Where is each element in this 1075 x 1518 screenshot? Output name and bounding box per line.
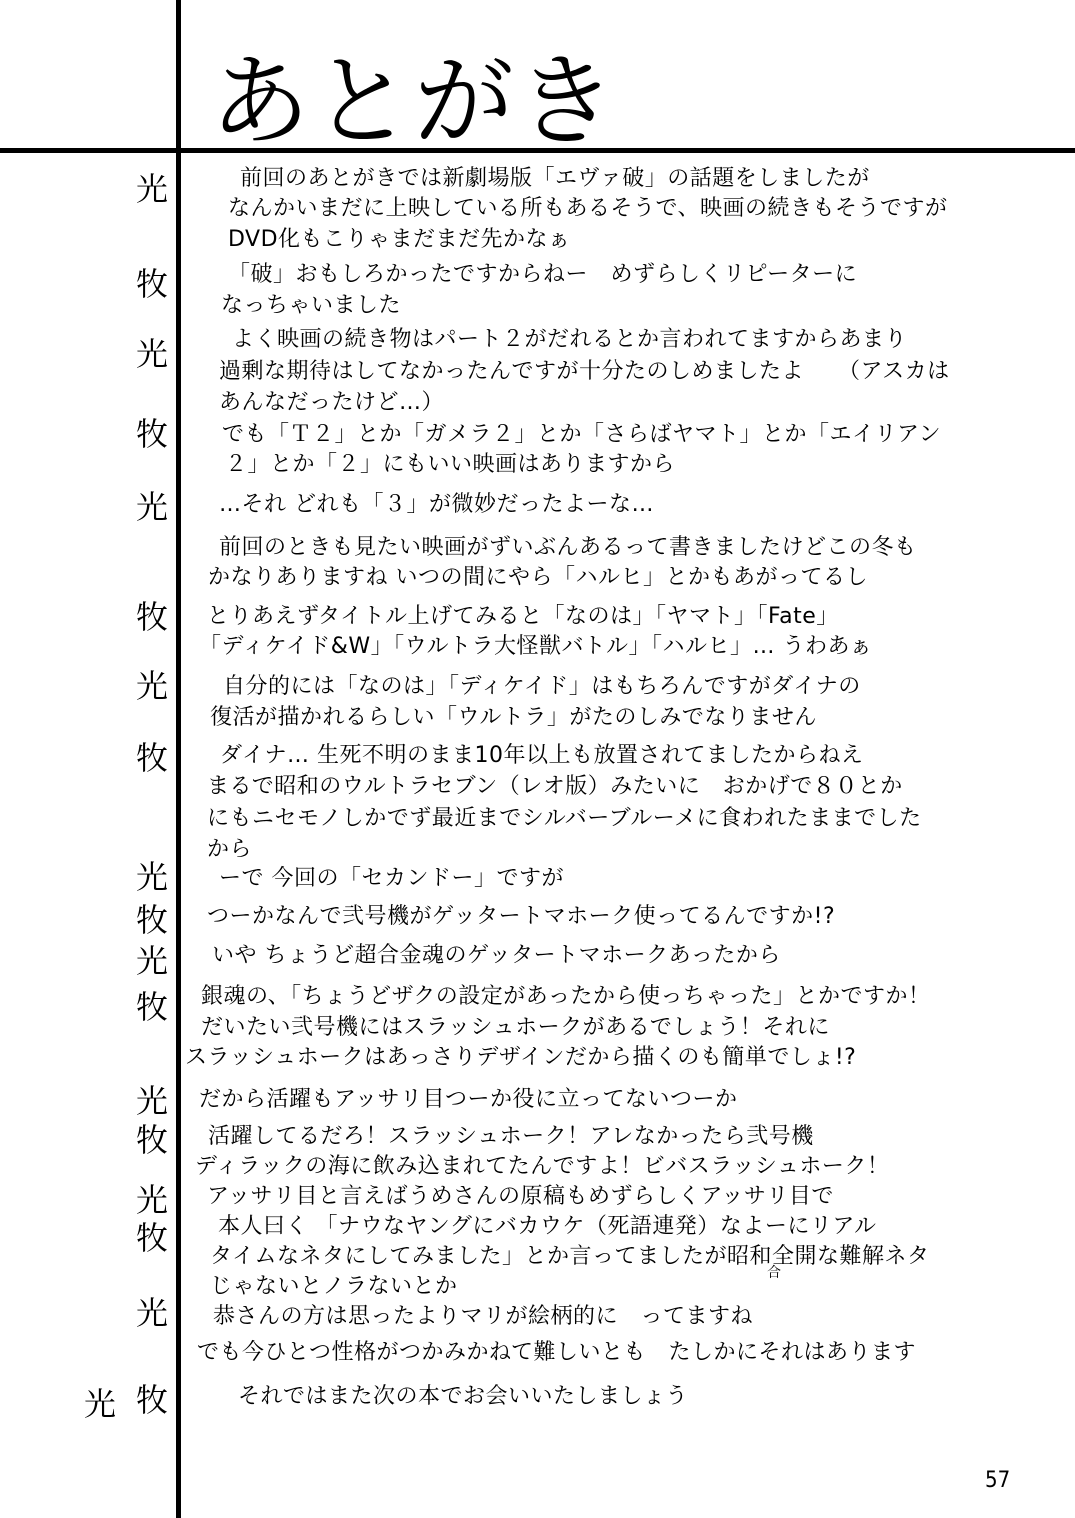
speaker-label: 光	[136, 942, 169, 980]
dialogue-line: かなりありますね いつの間にやら「ハルヒ」とかもあがってるし	[208, 565, 868, 590]
dialogue-line: 銀魂の、「ちょうどザクの設定があったから使っちゃった」とかですか！	[201, 984, 931, 1009]
dialogue-line: じゃないとノラないとか	[210, 1274, 458, 1299]
page-number: 57	[985, 1468, 1011, 1493]
dialogue-line: 前回のときも見たい映画がずいぶんあるって書きましたけどこの冬も	[219, 535, 917, 560]
dialogue-line: から	[207, 837, 253, 862]
dialogue-line: …それ どれも「３」が微妙だったよーな…	[219, 492, 654, 517]
dialogue-line: ディラックの海に飲み込まれてたんですよ！ビバスラッシュホーク！	[195, 1154, 890, 1179]
speaker-label: 牧	[136, 1381, 169, 1419]
speaker-label: 光	[136, 1082, 169, 1120]
speaker-label: 光	[136, 170, 169, 208]
dialogue-line: あんなだったけど…）	[219, 390, 445, 415]
dialogue-line: つーかなんで弐号機がゲッタートマホーク使ってるんですか!?	[207, 904, 836, 929]
speaker-label: 牧	[136, 1121, 169, 1159]
dialogue-line: いや ちょうど超合金魂のゲッタートマホークあったから	[212, 943, 781, 968]
handwritten-note: 合	[767, 1265, 781, 1281]
dialogue-line: とりあえずタイトル上げてみると「なのは」「ヤマト」「Fate」	[207, 604, 839, 629]
dialogue-line: でも今ひとつ性格がつかみかねて難しいとも たしかにそれはあります	[197, 1340, 917, 1365]
dialogue-line: DVD化もこりゃまだまだ先かなぁ	[228, 227, 571, 252]
dialogue-line: 恭さんの方は思ったよりマリが絵柄的に ってますね	[213, 1304, 754, 1329]
vertical-rule	[176, 0, 181, 1518]
dialogue-line: 本人曰く 「ナウなヤングにバカウケ（死語連発）なよーにリアル	[218, 1214, 877, 1239]
speaker-label: 光	[136, 335, 169, 373]
dialogue-line: 「破」おもしろかったですからねー めずらしくリピーターに	[228, 262, 858, 287]
dialogue-line: 自分的には「なのは」「ディケイド」はもちろんですがダイナの	[223, 674, 861, 699]
dialogue-line: だから活躍もアッサリ目つーか役に立ってないつーか	[199, 1087, 738, 1112]
dialogue-line: にもニセモノしかでず最近までシルバーブルーメに食われたままでした	[207, 806, 922, 831]
dialogue-line: 「ディケイド&W」「ウルトラ大怪獣バトル」「ハルヒ」… うわあぁ	[199, 634, 873, 659]
speaker-label: 光	[136, 667, 169, 705]
speaker-label: 牧	[136, 1219, 169, 1257]
speaker-label: 牧	[136, 415, 169, 453]
dialogue-line: でも「Ｔ２」とか「ガメラ２」とか「さらばヤマト」とか「エイリアン	[222, 422, 942, 447]
dialogue-line: スラッシュホークはあっさりデザインだから描くのも簡単でしょ!?	[185, 1045, 857, 1070]
speaker-label: 牧	[136, 901, 169, 939]
dialogue-line: アッサリ目と言えばうめさんの原稿もめずらしくアッサリ目で	[207, 1184, 834, 1209]
dialogue-line: 活躍してるだろ！スラッシュホーク！アレなかったら弐号機	[208, 1124, 814, 1149]
page-title: あとがき	[210, 43, 618, 160]
speaker-label: 牧	[136, 739, 169, 777]
speaker-label: 光	[136, 1294, 169, 1332]
speaker-label: 牧	[136, 988, 169, 1026]
dialogue-line: 前回のあとがきでは新劇場版「エヴァ破」の話題をしましたが	[240, 166, 870, 191]
speaker-label: 光	[136, 488, 169, 526]
dialogue-line: 過剰な期待はしてなかったんですが十分たのしめましたよ （アスカは	[219, 359, 950, 384]
dialogue-line: ーで 今回の「セカンドー」ですが	[219, 866, 564, 891]
speaker-label: 牧	[136, 265, 169, 303]
dialogue-line: まるで昭和のウルトラセブン（レオ版）みたいに おかげで８０とか	[207, 774, 903, 799]
dialogue-line: それではまた次の本でお会いいたしましょう	[238, 1384, 689, 1409]
speaker-label: 光	[84, 1385, 117, 1423]
dialogue-line: ダイナ… 生死不明のまま10年以上も放置されてましたからねえ	[220, 743, 864, 768]
dialogue-line: だいたい弐号機にはスラッシュホークがあるでしょう！それに	[201, 1015, 830, 1040]
speaker-label: 光	[136, 1181, 169, 1219]
dialogue-line: タイムなネタにしてみました」とか言ってましたが昭和全開な難解ネタ	[210, 1244, 930, 1269]
dialogue-line: 復活が描かれるらしい「ウルトラ」がたのしみでなりません	[210, 705, 817, 730]
dialogue-line: ２」とか「２」にもいい映画はありますから	[225, 452, 676, 477]
dialogue-line: なんかいまだに上映している所もあるそうで、映画の続きもそうですが	[228, 196, 948, 221]
speaker-label: 牧	[136, 598, 169, 636]
speaker-label: 光	[136, 858, 169, 896]
dialogue-line: なっちゃいました	[221, 293, 402, 318]
dialogue-line: よく映画の続き物はパート２がだれるとか言われてますからあまり	[232, 327, 908, 352]
